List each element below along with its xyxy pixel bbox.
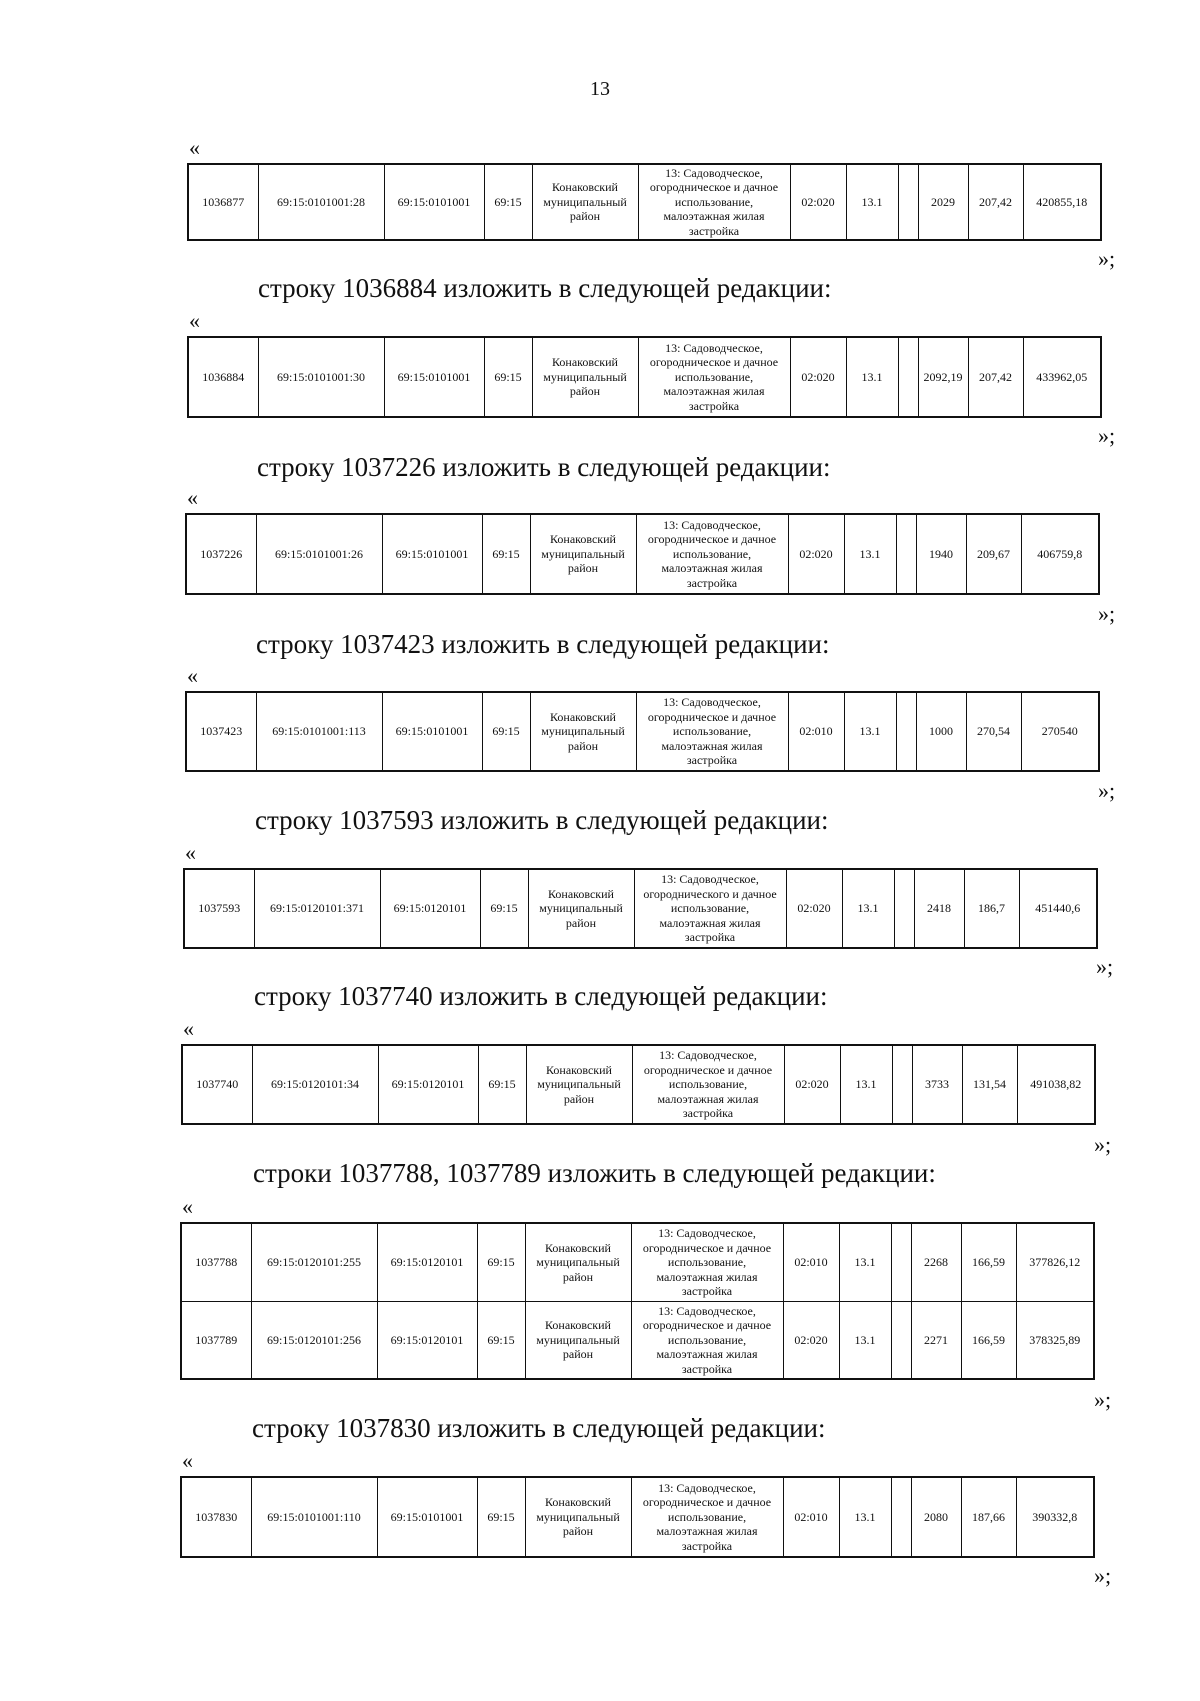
id-cell: 1036884: [188, 337, 258, 417]
amendment-instruction: строку 1037226 изложить в следующей редакции:: [257, 452, 831, 482]
rate-cell: 166,59: [961, 1301, 1016, 1379]
district-code-cell: 69:15: [477, 1477, 525, 1557]
quarter-cell: 69:15:0101001: [382, 514, 482, 594]
table-row: [181, 1301, 1094, 1379]
closing-quote: »;: [1098, 423, 1116, 448]
quarter-cell: 69:15:0101001: [382, 692, 482, 771]
amendment-instruction: строку 1036884 изложить в следующей редакции:: [258, 273, 832, 303]
id-cell: 1037789: [181, 1301, 251, 1379]
value-cell: 377826,12: [1016, 1223, 1094, 1301]
district-code-cell: 69:15: [484, 337, 532, 417]
rate-cell: 131,54: [962, 1045, 1017, 1124]
group-cell: 13.1: [839, 1223, 891, 1301]
register-row-table: [187, 336, 1102, 418]
value-cell: 451440,6: [1019, 869, 1097, 948]
municipality-cell: Конаковский муниципальный район: [526, 1045, 632, 1124]
closing-quote: »;: [1094, 1132, 1112, 1157]
table-row: [184, 869, 1097, 948]
district-code-cell: 69:15: [482, 514, 530, 594]
blank-cell: [898, 337, 918, 417]
code-cell: 02:020: [786, 869, 842, 948]
value-cell: 420855,18: [1023, 164, 1101, 240]
district-code-cell: 69:15: [477, 1301, 525, 1379]
id-cell: 1037423: [186, 692, 256, 771]
land-use-cell: 13: Садоводческое, огородническое и дачное использование, малоэтажная жилая застройка: [636, 514, 788, 594]
register-row-table: [183, 868, 1098, 949]
municipality-cell: Конаковский муниципальный район: [525, 1477, 631, 1557]
quarter-cell: 69:15:0120101: [377, 1223, 477, 1301]
land-use-cell: 13: Садоводческое, огороднического и дачное использование, малоэтажная жилая застройка: [634, 869, 786, 948]
group-cell: 13.1: [846, 337, 898, 417]
register-row-table: [185, 513, 1100, 595]
cadastral-number-cell: 69:15:0101001:113: [256, 692, 382, 771]
rate-cell: 186,7: [964, 869, 1019, 948]
opening-quote: «: [187, 663, 198, 688]
register-row-table: [180, 1222, 1095, 1380]
rate-cell: 187,66: [961, 1477, 1016, 1557]
amendment-instruction: строку 1037423 изложить в следующей редакции:: [256, 629, 830, 659]
district-code-cell: 69:15: [484, 164, 532, 240]
area-cell: 2029: [918, 164, 968, 240]
table-row: [188, 337, 1101, 417]
cadastral-number-cell: 69:15:0101001:26: [256, 514, 382, 594]
register-row-table: [185, 691, 1100, 772]
municipality-cell: Конаковский муниципальный район: [525, 1301, 631, 1379]
value-cell: 378325,89: [1016, 1301, 1094, 1379]
id-cell: 1037593: [184, 869, 254, 948]
id-cell: 1036877: [188, 164, 258, 240]
blank-cell: [896, 692, 916, 771]
group-cell: 13.1: [840, 1045, 892, 1124]
blank-cell: [898, 164, 918, 240]
value-cell: 491038,82: [1017, 1045, 1095, 1124]
area-cell: 2418: [914, 869, 964, 948]
area-cell: 3733: [912, 1045, 962, 1124]
closing-quote: »;: [1094, 1563, 1112, 1588]
table-row: [182, 1045, 1095, 1124]
quarter-cell: 69:15:0101001: [377, 1477, 477, 1557]
municipality-cell: Конаковский муниципальный район: [532, 337, 638, 417]
quarter-cell: 69:15:0101001: [384, 164, 484, 240]
value-cell: 406759,8: [1021, 514, 1099, 594]
area-cell: 2271: [911, 1301, 961, 1379]
group-cell: 13.1: [846, 164, 898, 240]
id-cell: 1037226: [186, 514, 256, 594]
cadastral-number-cell: 69:15:0120101:255: [251, 1223, 377, 1301]
value-cell: 270540: [1021, 692, 1099, 771]
blank-cell: [892, 1045, 912, 1124]
code-cell: 02:020: [784, 1045, 840, 1124]
blank-cell: [891, 1477, 911, 1557]
land-use-cell: 13: Садоводческое, огородническое и дачное использование, малоэтажная жилая застройка: [632, 1045, 784, 1124]
municipality-cell: Конаковский муниципальный район: [528, 869, 634, 948]
land-use-cell: 13: Садоводческое, огородническое и дачное использование, малоэтажная жилая застройка: [636, 692, 788, 771]
land-use-cell: 13: Садоводческое, огородническое и дачное использование, малоэтажная жилая застройка: [631, 1223, 783, 1301]
land-use-cell: 13: Садоводческое, огородническое и дачное использование, малоэтажная жилая застройка: [631, 1301, 783, 1379]
code-cell: 02:020: [788, 514, 844, 594]
municipality-cell: Конаковский муниципальный район: [530, 692, 636, 771]
blank-cell: [891, 1301, 911, 1379]
cadastral-number-cell: 69:15:0101001:30: [258, 337, 384, 417]
opening-quote: «: [189, 135, 200, 160]
closing-quote: »;: [1098, 246, 1116, 271]
opening-quote: «: [182, 1194, 193, 1219]
cadastral-number-cell: 69:15:0120101:371: [254, 869, 380, 948]
rate-cell: 270,54: [966, 692, 1021, 771]
group-cell: 13.1: [844, 514, 896, 594]
rate-cell: 207,42: [968, 164, 1023, 240]
value-cell: 390332,8: [1016, 1477, 1094, 1557]
cadastral-number-cell: 69:15:0101001:28: [258, 164, 384, 240]
register-row-table: [187, 163, 1102, 241]
code-cell: 02:020: [783, 1301, 839, 1379]
amendment-instruction: строки 1037788, 1037789 изложить в следующей редакции:: [253, 1158, 936, 1188]
land-use-cell: 13: Садоводческое, огородническое и дачное использование, малоэтажная жилая застройка: [638, 164, 790, 240]
closing-quote: »;: [1096, 954, 1114, 979]
district-code-cell: 69:15: [482, 692, 530, 771]
rate-cell: 207,42: [968, 337, 1023, 417]
rate-cell: 166,59: [961, 1223, 1016, 1301]
code-cell: 02:020: [790, 164, 846, 240]
area-cell: 2092,19: [918, 337, 968, 417]
amendment-instruction: строку 1037830 изложить в следующей редакции:: [252, 1413, 826, 1443]
quarter-cell: 69:15:0101001: [384, 337, 484, 417]
register-row-table: [180, 1476, 1095, 1558]
closing-quote: »;: [1098, 601, 1116, 626]
rate-cell: 209,67: [966, 514, 1021, 594]
table-row: [188, 164, 1101, 240]
id-cell: 1037830: [181, 1477, 251, 1557]
quarter-cell: 69:15:0120101: [380, 869, 480, 948]
district-code-cell: 69:15: [480, 869, 528, 948]
cadastral-number-cell: 69:15:0120101:34: [252, 1045, 378, 1124]
code-cell: 02:010: [783, 1223, 839, 1301]
closing-quote: »;: [1094, 1387, 1112, 1412]
quarter-cell: 69:15:0120101: [377, 1301, 477, 1379]
quarter-cell: 69:15:0120101: [378, 1045, 478, 1124]
group-cell: 13.1: [842, 869, 894, 948]
table-row: [186, 514, 1099, 594]
group-cell: 13.1: [844, 692, 896, 771]
group-cell: 13.1: [839, 1301, 891, 1379]
amendment-instruction: строку 1037593 изложить в следующей редакции:: [255, 805, 829, 835]
register-row-table: [181, 1044, 1096, 1125]
amendment-instruction: строку 1037740 изложить в следующей редакции:: [254, 981, 828, 1011]
area-cell: 1940: [916, 514, 966, 594]
land-use-cell: 13: Садоводческое, огородническое и дачное использование, малоэтажная жилая застройка: [638, 337, 790, 417]
opening-quote: «: [189, 308, 200, 333]
area-cell: 1000: [916, 692, 966, 771]
area-cell: 2268: [911, 1223, 961, 1301]
code-cell: 02:020: [790, 337, 846, 417]
blank-cell: [891, 1223, 911, 1301]
table-row: [186, 692, 1099, 771]
municipality-cell: Конаковский муниципальный район: [530, 514, 636, 594]
district-code-cell: 69:15: [478, 1045, 526, 1124]
table-row: [181, 1223, 1094, 1301]
page-number: 13: [590, 78, 610, 100]
value-cell: 433962,05: [1023, 337, 1101, 417]
municipality-cell: Конаковский муниципальный район: [532, 164, 638, 240]
area-cell: 2080: [911, 1477, 961, 1557]
cadastral-number-cell: 69:15:0101001:110: [251, 1477, 377, 1557]
municipality-cell: Конаковский муниципальный район: [525, 1223, 631, 1301]
code-cell: 02:010: [788, 692, 844, 771]
opening-quote: «: [182, 1448, 193, 1473]
table-row: [181, 1477, 1094, 1557]
opening-quote: «: [183, 1016, 194, 1041]
district-code-cell: 69:15: [477, 1223, 525, 1301]
group-cell: 13.1: [839, 1477, 891, 1557]
blank-cell: [896, 514, 916, 594]
id-cell: 1037788: [181, 1223, 251, 1301]
blank-cell: [894, 869, 914, 948]
opening-quote: «: [187, 485, 198, 510]
cadastral-number-cell: 69:15:0120101:256: [251, 1301, 377, 1379]
closing-quote: »;: [1098, 778, 1116, 803]
id-cell: 1037740: [182, 1045, 252, 1124]
code-cell: 02:010: [783, 1477, 839, 1557]
land-use-cell: 13: Садоводческое, огородническое и дачное использование, малоэтажная жилая застройка: [631, 1477, 783, 1557]
opening-quote: «: [185, 840, 196, 865]
